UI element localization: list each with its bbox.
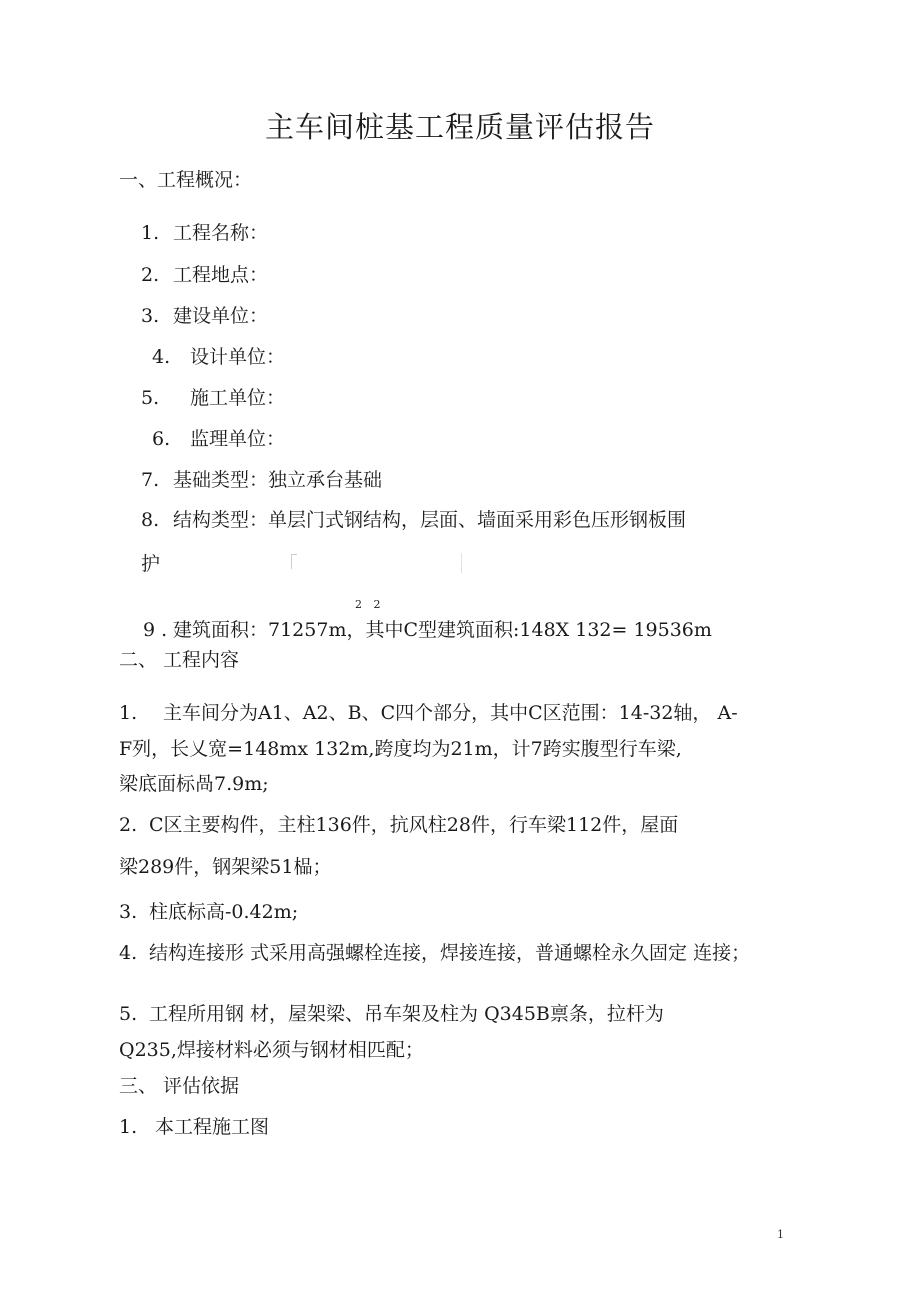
- item-construction-drawings: 本工程施工图: [155, 1116, 270, 1138]
- blank-field-mark: [291, 554, 297, 569]
- blank-field-mark: [461, 553, 463, 573]
- report-title: 主车间桩基工程质量评估报告: [264, 110, 655, 144]
- item-number: 3.: [119, 901, 138, 923]
- item-supervision-unit: 监理单位：: [190, 428, 286, 450]
- content-line: 柱底标高-0.42m;: [149, 901, 299, 923]
- item-number: 2.: [119, 814, 138, 836]
- item-builder-unit: 施工单位：: [190, 387, 286, 409]
- item-number: 5.: [141, 387, 160, 409]
- item-foundation-type: 基础类型：独立承台基础: [173, 469, 383, 491]
- item-number: 7.: [141, 469, 160, 491]
- section-heading-content: 二、 工程内容: [119, 649, 240, 671]
- item-construction-unit: 建设单位：: [173, 305, 269, 327]
- section-heading-basis: 三、 评估依据: [119, 1075, 240, 1097]
- item-number: 9 .: [143, 619, 168, 641]
- content-line: F列，长乂宽=148mx 132m,跨度均为21m，计7跨实腹型行车梁,: [119, 738, 682, 760]
- content-line: 结构连接形 式采用高强螺栓连接，焊接连接，普通螺栓永久固定 连接；: [149, 942, 751, 964]
- content-line: Q235,焊接材料必须与钢材相匹配；: [119, 1039, 424, 1061]
- item-number: 1.: [141, 222, 160, 244]
- page-number: 1: [777, 1228, 784, 1241]
- content-line: 主车间分为A1、A2、B、C四个部分，其中C区范围：14-32轴， A-: [163, 702, 738, 724]
- item-design-unit: 设计单位：: [190, 346, 286, 368]
- item-number: 4.: [119, 942, 138, 964]
- item-project-name: 工程名称：: [173, 222, 269, 244]
- content-line: C区主要构件，主柱136件，抗风柱28件，行车梁112件，屋面: [149, 814, 679, 836]
- item-number: 6.: [152, 428, 171, 450]
- item-number: 2.: [141, 264, 160, 286]
- content-line: 工程所用钢 材，屋架梁、吊车架及柱为 Q345B禀条，拉杆为: [149, 1003, 664, 1025]
- superscript-units: 2 2: [355, 598, 385, 611]
- item-number: 4.: [152, 346, 171, 368]
- content-line: 梁底面标咼7.9m;: [119, 773, 269, 795]
- item-number: 5.: [119, 1003, 138, 1025]
- item-structure-type-continued: 护: [141, 553, 161, 575]
- item-number: 1.: [119, 1116, 138, 1138]
- item-project-location: 工程地点：: [173, 264, 269, 286]
- item-building-area: 建筑面积：71257m，其中C型建筑面积:148X 132= 19536m: [173, 619, 712, 641]
- item-structure-type: 结构类型：单层门式钢结构，层面、墙面采用彩色压形钢板围: [173, 509, 687, 531]
- content-line: 梁289件，钢架梁51榀；: [119, 856, 332, 878]
- item-number: 3.: [141, 305, 160, 327]
- item-number: 8.: [141, 509, 160, 531]
- item-number: 1.: [119, 702, 138, 724]
- section-heading-overview: 一、工程概况：: [119, 169, 253, 191]
